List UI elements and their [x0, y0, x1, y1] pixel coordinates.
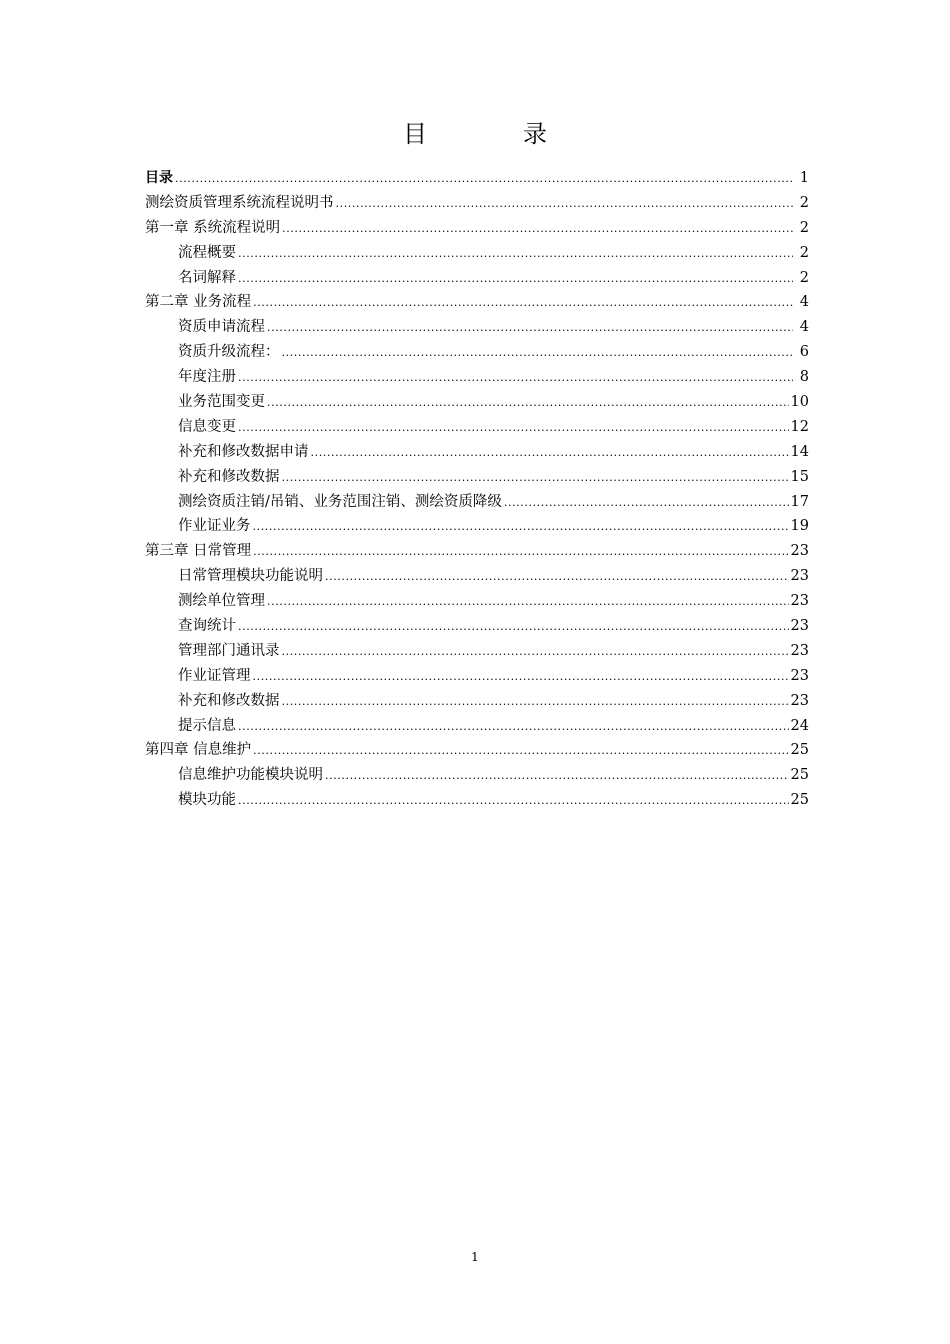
- toc-entry-label: 提示信息: [178, 717, 236, 734]
- toc-entry[interactable]: [145, 564, 809, 589]
- toc-entry[interactable]: [145, 639, 809, 664]
- toc-entry-label: 名词解释: [178, 269, 236, 286]
- toc-entry-label: 测绘资质注销/吊销、业务范围注销、测绘资质降级: [178, 493, 502, 510]
- toc-entry-page: 23: [790, 692, 809, 709]
- toc-dot-leader: [325, 764, 789, 789]
- toc-dot-leader: [253, 739, 788, 764]
- toc-entry-label: 补充和修改数据申请: [178, 443, 309, 460]
- toc-dot-leader: [238, 615, 789, 640]
- toc-entry-page: 23: [790, 667, 809, 684]
- toc-entry-label: 信息维护功能模块说明: [178, 767, 323, 784]
- toc-entry-page: 1: [799, 170, 809, 186]
- toc-entry-label: 资质升级流程：: [178, 344, 280, 361]
- toc-entry-label: 第三章 日常管理: [145, 543, 252, 560]
- toc-dot-leader: [253, 665, 789, 690]
- toc-entry-page: 25: [790, 742, 809, 759]
- toc-entry-page: 4: [799, 294, 809, 311]
- toc-entry-page: 2: [799, 269, 809, 286]
- toc-entry[interactable]: [145, 763, 809, 788]
- toc-entry[interactable]: [145, 465, 809, 490]
- toc-entry[interactable]: [145, 241, 809, 266]
- toc-entry-page: 6: [799, 344, 809, 361]
- toc-entry-page: 15: [790, 468, 809, 485]
- toc-dot-leader: [282, 341, 794, 366]
- toc-entry[interactable]: [145, 514, 809, 539]
- toc-entry-page: 25: [790, 792, 809, 809]
- toc-entry-label: 测绘资质管理系统流程说明书: [145, 194, 334, 211]
- toc-dot-leader: [253, 291, 793, 316]
- toc-entry-page: 24: [790, 717, 809, 734]
- toc-entry-label: 第四章 信息维护: [145, 742, 252, 759]
- toc-dot-leader: [267, 590, 789, 615]
- toc-dot-leader: [238, 366, 793, 391]
- toc-dot-leader: [282, 690, 789, 715]
- toc-entry[interactable]: [145, 290, 809, 315]
- toc-entry[interactable]: [145, 738, 809, 763]
- toc-entry-page: 23: [790, 593, 809, 610]
- toc-entry[interactable]: [145, 490, 809, 515]
- toc-dot-leader: [504, 491, 789, 516]
- toc-entry[interactable]: [145, 216, 809, 241]
- toc-entry-label: 信息变更: [178, 418, 236, 435]
- toc-entry-label: 测绘单位管理: [178, 593, 265, 610]
- toc-entry-label: 补充和修改数据: [178, 692, 280, 709]
- toc-entry-label: 目录: [145, 170, 173, 186]
- toc-entry-page: 23: [790, 568, 809, 585]
- toc-dot-leader: [325, 565, 789, 590]
- toc-dot-leader: [238, 242, 793, 267]
- toc-dot-leader: [175, 167, 793, 192]
- toc-dot-leader: [238, 416, 789, 441]
- toc-entry[interactable]: [145, 365, 809, 390]
- toc-entry-label: 流程概要: [178, 244, 236, 261]
- toc-entry-page: 4: [799, 319, 809, 336]
- toc-entry-label: 补充和修改数据: [178, 468, 280, 485]
- toc-entry-page: 23: [790, 618, 809, 635]
- toc-dot-leader: [238, 789, 789, 814]
- toc-entry-label: 资质申请流程: [178, 319, 265, 336]
- toc-entry[interactable]: [145, 340, 809, 365]
- toc-entry-page: 2: [799, 219, 809, 236]
- toc-entry[interactable]: [145, 539, 809, 564]
- toc-entry[interactable]: [145, 390, 809, 415]
- toc-entry-label: 作业证业务: [178, 518, 251, 535]
- toc-entry-page: 17: [790, 493, 809, 510]
- toc-entry[interactable]: [145, 440, 809, 465]
- toc-dot-leader: [282, 466, 789, 491]
- toc-entry-page: 25: [790, 767, 809, 784]
- toc-entry[interactable]: [145, 589, 809, 614]
- toc-entry[interactable]: [145, 689, 809, 714]
- toc-dot-leader: [238, 715, 789, 740]
- toc-dot-leader: [267, 391, 789, 416]
- toc-entry-page: 2: [799, 194, 809, 211]
- toc-entry-label: 业务范围变更: [178, 394, 265, 411]
- toc-dot-leader: [282, 217, 793, 242]
- toc-entry-label: 查询统计: [178, 618, 236, 635]
- page-number: 1: [471, 1250, 479, 1264]
- toc-entry-page: 12: [790, 418, 809, 435]
- toc-entry[interactable]: [145, 664, 809, 689]
- toc-dot-leader: [253, 515, 789, 540]
- toc-entry[interactable]: [145, 614, 809, 639]
- toc-entry-page: 10: [790, 394, 809, 411]
- toc-entry-page: 19: [790, 518, 809, 535]
- toc-entry[interactable]: [145, 191, 809, 216]
- toc-entry-page: 23: [790, 543, 809, 560]
- toc-entry[interactable]: [145, 315, 809, 340]
- table-of-contents: [145, 166, 809, 813]
- toc-entry-page: 23: [790, 642, 809, 659]
- page-title: 目 录: [403, 120, 583, 148]
- toc-entry-label: 管理部门通讯录: [178, 642, 280, 659]
- toc-entry-page: 14: [790, 443, 809, 460]
- toc-dot-leader: [336, 192, 794, 217]
- toc-entry[interactable]: [145, 415, 809, 440]
- toc-dot-leader: [267, 316, 793, 341]
- toc-dot-leader: [253, 540, 788, 565]
- toc-entry-label: 年度注册: [178, 369, 236, 386]
- toc-entry-page: 8: [799, 369, 809, 386]
- toc-entry-label: 模块功能: [178, 792, 236, 809]
- toc-entry-label: 作业证管理: [178, 667, 251, 684]
- toc-entry-label: 第一章 系统流程说明: [145, 219, 281, 236]
- toc-entry-label: 日常管理模块功能说明: [178, 568, 323, 585]
- toc-dot-leader: [238, 267, 793, 292]
- toc-entry[interactable]: [145, 788, 809, 813]
- toc-entry-page: 2: [799, 244, 809, 261]
- toc-entry[interactable]: [145, 714, 809, 739]
- toc-dot-leader: [282, 640, 789, 665]
- toc-entry[interactable]: [145, 166, 809, 191]
- toc-dot-leader: [311, 441, 789, 466]
- toc-entry[interactable]: [145, 266, 809, 291]
- toc-entry-label: 第二章 业务流程: [145, 294, 252, 311]
